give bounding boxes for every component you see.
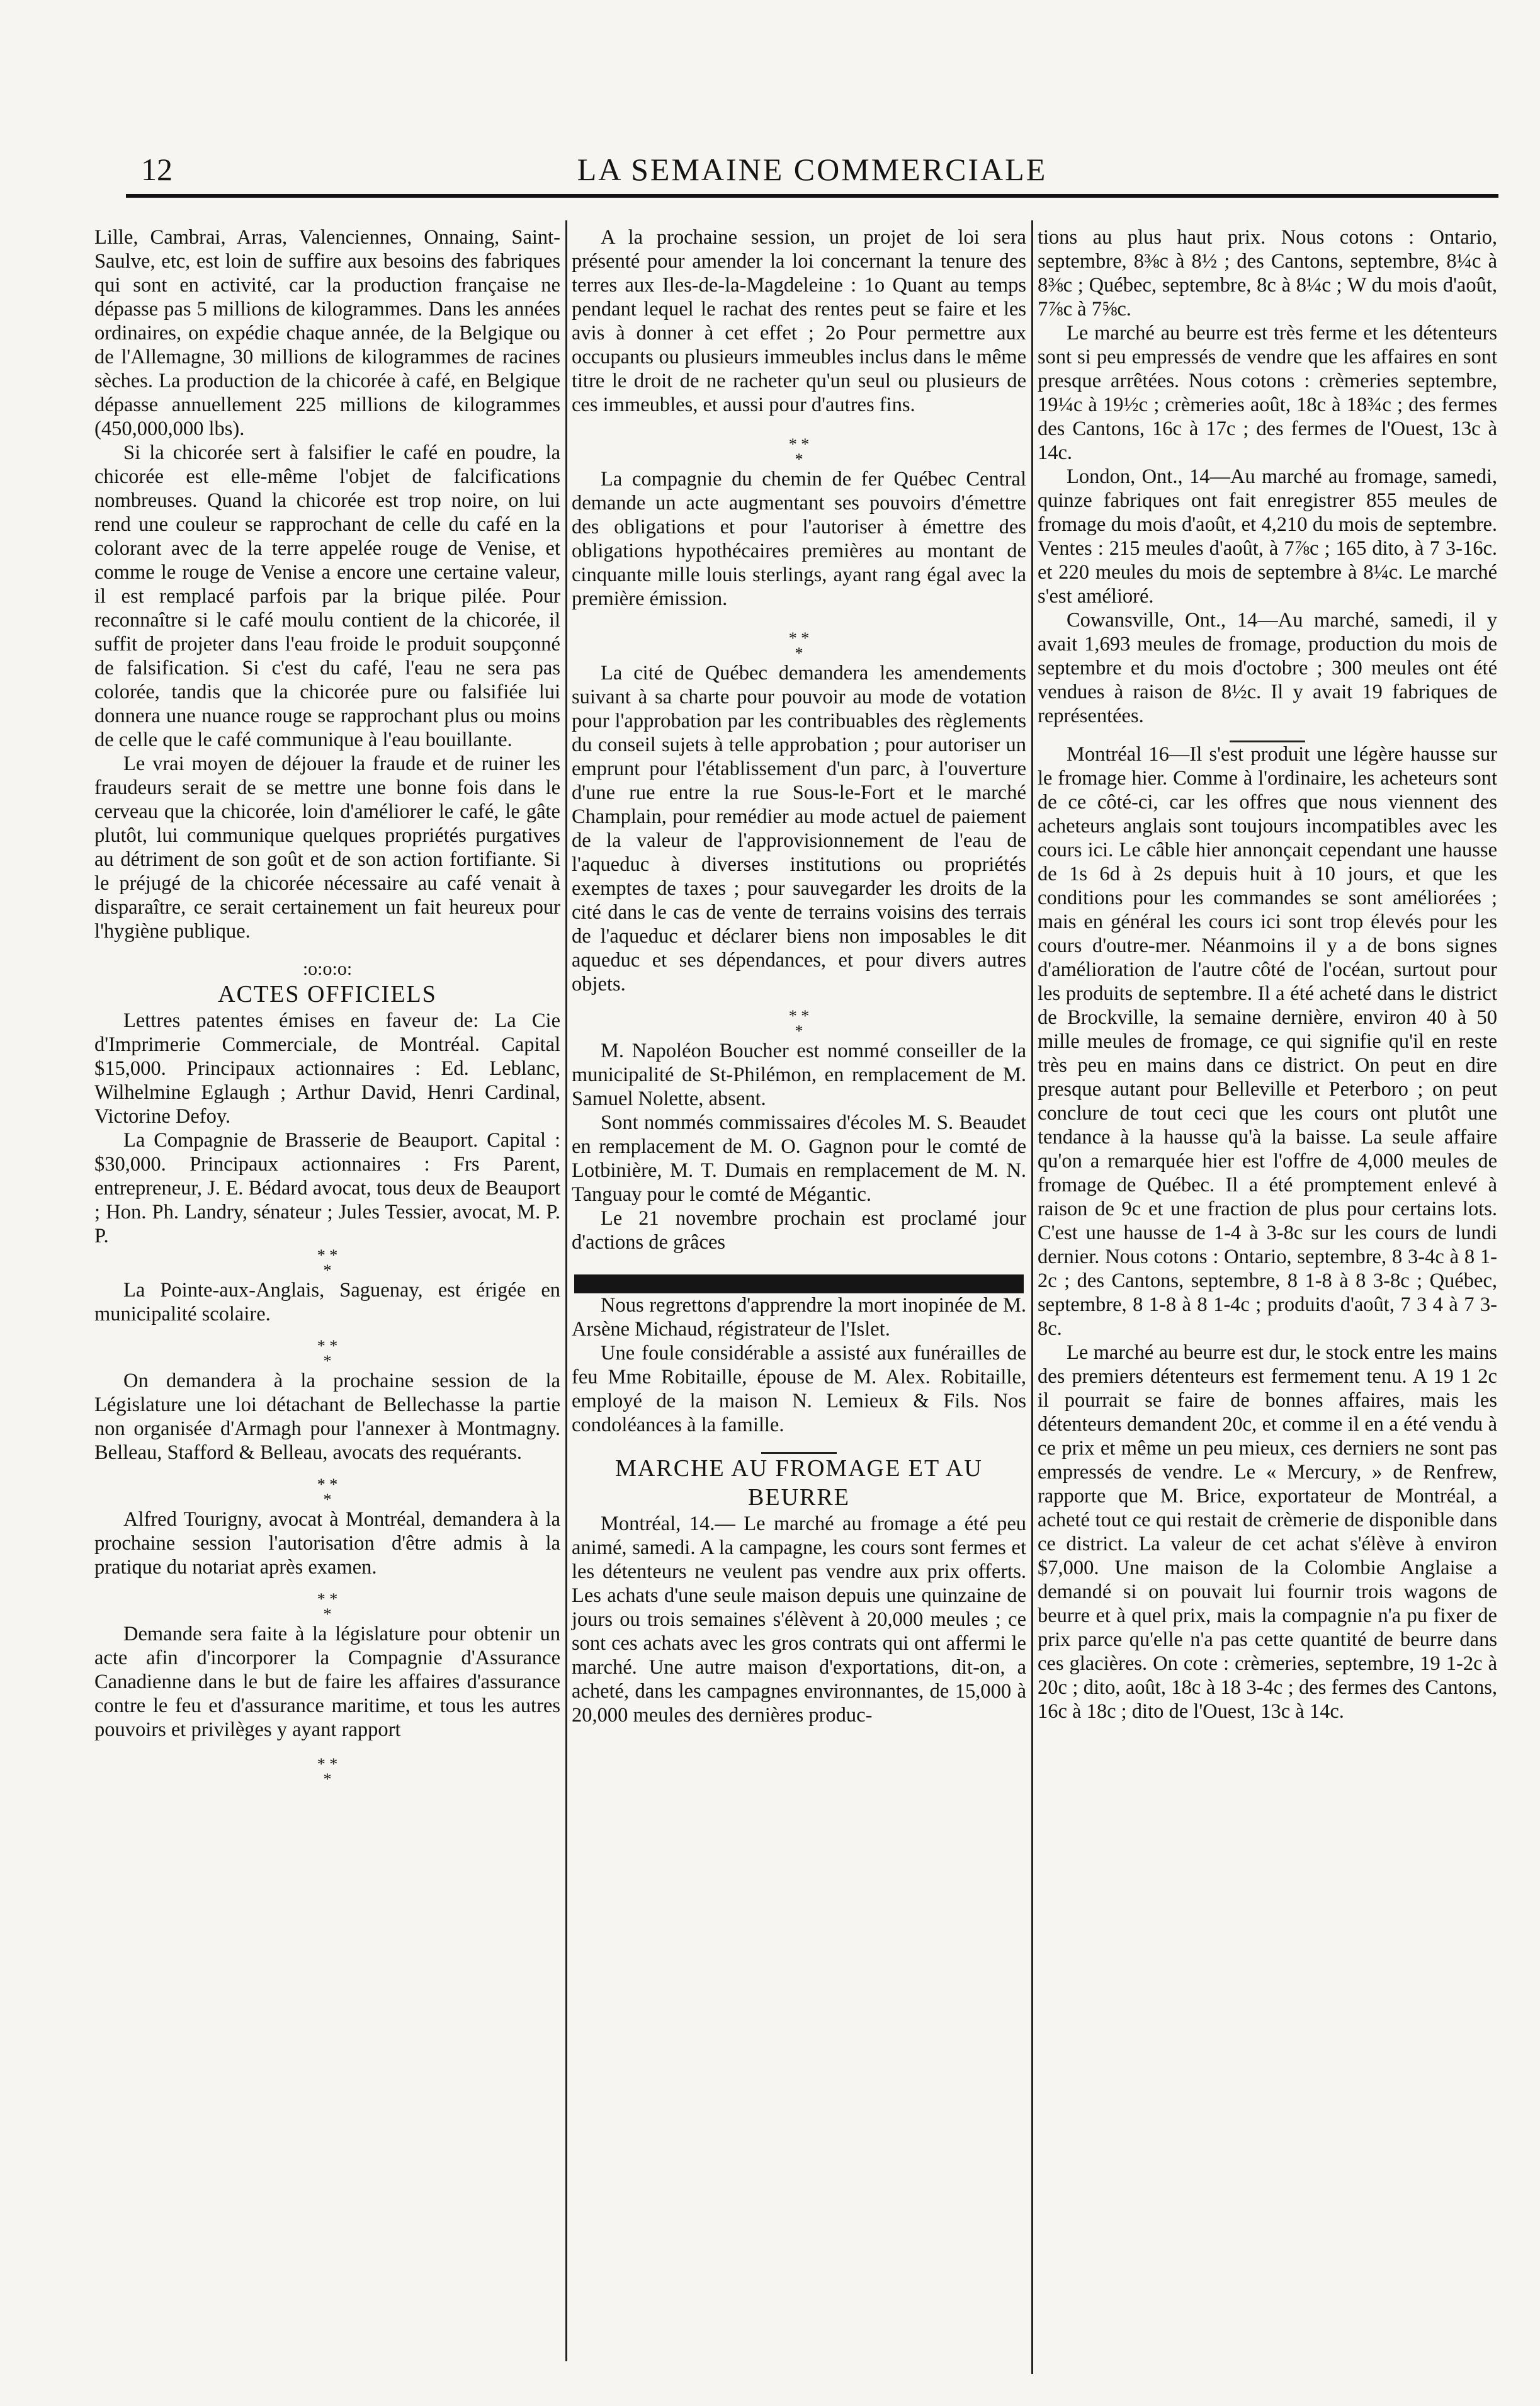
page-header	[132, 144, 1492, 188]
section-title-line: BEURRE	[748, 1484, 850, 1511]
market-report-paragraph: Le marché au beurre est dur, le stock entre les mains des premiers détenteurs est fermement tenu. A 19 1 2c il pourrait se faire de bonnes affaires, mais les détenteurs demandent 20c, et comme il en a été vendu à ce prix et même un peu mieux, ces derniers ne sont pas empressés de vendre. Le « Mercury, » de Renfrew, rapporte que M. Brice, exportateur de Montréal, a acheté tout ce qui restait de crèmerie de disponible dans ce district. La valeur de cet achat s'élève à environ $7,000. Une maison de la Colombie Anglaise a demandé si on pouvait lui fournir trois wagons de beurre et à quel prix, mais la compagnie n'a pu fixer de prix parce qu'elle n'a pas cette quantité de beurre dans ces glacières. On cote : crèmeries, septembre, 19 1-2c à 20c ; dito, août, 18c à 18 3-4c ; des fermes des Cantons, 16c à 18c ; dito de l'Ouest, 13c à 14c.	[1038, 1341, 1497, 1723]
section-separator: :o:o:o:	[302, 958, 353, 979]
notice-paragraph: La compagnie du chemin de fer Québec Central demande un acte augmentant ses pouvoirs d'émettre des obligations et pour l'autoriser à émettre des obligations hypothécaires premières au montant de cinquante mille louis sterlings, ayant rang égal avec la première émission.	[572, 468, 1026, 610]
notice-paragraph: La cité de Québec demandera les amendements suivant à sa charte pour pouvoir au mode de votation pour l'approbation par les contribuables des règlements du conseil sujets à telle approbation ; pour autoriser un emprunt pour l'établissement d'un parc, à l'ouverture d'une rue entre la rue Sous-le-Fort et le marché Champlain, pour remédier au mode actuel de paiement de la valeur de l'approvisionnement de l'eau de l'aqueduc à diverses institutions ou propriétés exemptes de taxes ; pour sauvegarder les droits de la cité dans le cas de vente de terrains voisins des terrais de l'aqueduc et déclarer biens non imposables le dit aqueduc et ses dépendances, et pour divers autres objets.	[572, 662, 1026, 996]
section-title-fromage	[572, 1454, 1026, 1512]
notice-paragraph: Demande sera faite à la législature pour obtenir un acte afin d'incorporer la Compagnie d'Assurance Canadienne dans le but de faire les affaires d'assurance contre le feu et d'assurance maritime, et tous les autres pouvoirs et privilèges y ayant rapport	[94, 1623, 560, 1741]
asterism-divider: * * *	[317, 1475, 338, 1509]
notice-paragraph: Alfred Tourigny, avocat à Montréal, demandera à la prochaine session l'autorisation d'être admis à la pratique du notariat après examen.	[94, 1508, 560, 1579]
page-number: 12	[141, 152, 173, 187]
asterism-divider: * * *	[317, 1246, 338, 1280]
notice-paragraph: Le 21 novembre prochain est proclamé jour d'actions de grâces	[572, 1207, 1026, 1254]
asterism-divider: * * *	[788, 435, 810, 468]
notice-paragraph: Nous regrettons d'apprendre la mort inopinée de M. Arsène Michaud, régistrateur de l'Islet.	[572, 1294, 1026, 1341]
notice-paragraph: On demandera à la prochaine session de la Législature une loi détachant de Bellechasse la partie non organisée d'Armagh pour l'annexer à Montmagny. Belleau, Stafford & Belleau, avocats des requérants.	[94, 1370, 560, 1464]
notice-paragraph: M. Napoléon Boucher est nommé conseiller de la municipalité de St-Philémon, en remplacement de M. Samuel Nolette, absent.	[572, 1040, 1026, 1110]
asterism-divider: * * *	[788, 629, 810, 662]
notice-paragraph: Lettres patentes émises en faveur de: La Cie d'Imprimerie Commerciale, de Montréal. Capital $15,000. Principaux actionnaires : Ed. Leblanc, Wilhelmine Eglaugh ; Arthur David, Henri Cardinal, Victorine Defoy.	[94, 1009, 560, 1128]
market-report-paragraph: tions au plus haut prix. Nous cotons : Ontario, septembre, 8⅜c à 8½ ; des Cantons, septembre, 8¼c à 8⅜c ; Québec, septembre, 8c à 8¼c ; W du mois d'août, 7⅞c à 7⅝c.	[1038, 226, 1497, 321]
column-rule-right	[1031, 220, 1033, 2374]
market-report-paragraph: Montréal 16—Il s'est produit une légère hausse sur le fromage hier. Comme à l'ordinaire, les acheteurs sont de ce côté-ci, car les offres que nous viennent des acheteurs anglais sont toujours incompatibles avec les cours ici. Le câble hier annonçait cependant une hausse de 1s 6d à 2s depuis huit à 10 jours, et que les conditions pour les commandes se sont améliorées ; mais en général les cours ici sont trop élevés pour les cours d'outre-mer. Néanmoins il y a de bons signes d'amélioration de l'autre côté de l'océan, surtout pour les produits de septembre. Il a été acheté dans le district de Brockville, la semaine dernière, environ 40 à 50 mille meules de fromage, ce qui signifie qu'il en reste très peu en mains dans ce district. On peut en dire presque autant pour Belleville et Peterboro ; on peut conclure de tout ceci que les cours ont plutôt une tendance à la hausse qu'à la baisse. La seule affaire qu'on a remarquée hier est l'offre de 4,000 meules de fromage de Québec. Il a été promptement enlevé à raison de 9c et une fraction de plus pour certains lots. C'est une hausse de 1-4 à 3-8c sur les cours de lundi dernier. Nous cotons : Ontario, septembre, 8 3-4c à 8 1-2c ; des Cantons, septembre, 8 1-8 à 8 3-8c ; Québec, septembre, 8 1-8 à 8 1-4c ; produits d'août, 7 3 4 à 7 3-8c.	[1038, 743, 1497, 1340]
column-left	[94, 225, 560, 1787]
asterism-divider: * * *	[317, 1590, 338, 1623]
column-right	[1038, 225, 1497, 1723]
article-paragraph: Le vrai moyen de déjouer la fraude et de ruiner les fraudeurs serait de se mettre une bonne fois dans le cerveau que la chicorée, loin d'améliorer le café, le gâte plutôt, lui communique quelques propriétés purgatives au détriment de son goût et de son action fortifiante. Si le préjugé de la chicorée nécessaire au café venait à disparaître, ce serait certainement un fait heureux pour l'hygiène publique.	[94, 752, 560, 943]
running-title: LA SEMAINE COMMERCIALE	[577, 152, 1048, 187]
notice-paragraph: La Pointe-aux-Anglais, Saguenay, est érigée en municipalité scolaire.	[94, 1279, 560, 1325]
asterism-divider: * * *	[317, 1755, 338, 1788]
article-paragraph: Si la chicorée sert à falsifier le café en poudre, la chicorée est elle-même l'objet de falcifications nombreuses. Quand la chicorée est trop noire, on lui rend une couleur se rapprochant de celle du café en la colorant avec de la terre appelée rouge de Venise, et comme le rouge de Venise a encore une certaine valeur, il est remplacé parfois par la brique pilée. Pour reconnaître si le café moulu contient de la chicorée, il suffit de projeter dans l'eau froide le produit soupçonné de falsification. Si c'est du café, l'eau ne sera pas colorée, tandis que la chicorée pure ou falsifiée lui donnera une nuance rouge se rapprochant plus ou moins de celle que le café communique à l'eau bouillante.	[94, 441, 560, 751]
notice-paragraph: A la prochaine session, un projet de loi sera présenté pour amender la loi concernant la tenure des terres aux Iles-de-la-Magdeleine : 1o Quant au temps pendant lequel le rachat des rentes peut se faire et les avis à donner à cet effet ; 2o Pour permettre aux occupants ou plusieurs immeubles inclus dans le même titre le droit de ne racheter qu'un seul ou plusieurs de ces immeubles, et aussi pour d'autres fins.	[572, 226, 1026, 416]
notice-paragraph: La Compagnie de Brasserie de Beauport. Capital : $30,000. Principaux actionnaires : Frs Parent, entrepreneur, J. E. Bédard avocat, tous deux de Beauport ; Hon. Ph. Landry, sénateur ; Jules Tessier, avocat, M. P. P.	[94, 1129, 560, 1247]
market-report-paragraph: Cowansville, Ont., 14—Au marché, samedi, il y avait 1,693 meules de fromage, production du mois de septembre et du mois d'octobre ; 300 meules ont été vendues à raison de 8½c. Il y avait 19 fabriques de représentées.	[1038, 609, 1497, 727]
asterism-divider: * * *	[317, 1337, 338, 1370]
market-report-paragraph: London, Ont., 14—Au marché au fromage, samedi, quinze fabriques ont fait enregistrer 855 meules de fromage du mois d'août, et 4,210 du mois de septembre. Ventes : 215 meules d'août, à 7⅞c ; 165 dito, à 7 3-16c. et 220 meules du mois de septembre à 8¼c. Le marché s'est amélioré.	[1038, 465, 1497, 608]
notice-paragraph: Sont nommés commissaires d'écoles M. S. Beaudet en remplacement de M. O. Gagnon pour le comté de Lotbinière, M. T. Dumais en remplacement de M. N. Tanguay pour le comté de Mégantic.	[572, 1111, 1026, 1206]
asterism-divider: * * *	[788, 1007, 810, 1040]
column-middle	[572, 225, 1026, 1727]
section-title-line: MARCHE AU FROMAGE ET AU	[615, 1455, 983, 1482]
section-title-actes-officiels: ACTES OFFICIELS	[218, 981, 437, 1007]
column-rule-left	[565, 220, 567, 2361]
black-divider-bar	[574, 1274, 1024, 1293]
article-paragraph: Lille, Cambrai, Arras, Valenciennes, Onnaing, Saint-Saulve, etc, est loin de suffire aux besoins des fabriques qui sont en activité, car la production française ne dépasse pas 5 millions de kilogrammes. Dans les années ordinaires, on expédie chaque année, de la Belgique ou de l'Allemagne, 30 millions de kilogrammes de racines sèches. La production de la chicorée à café, en Belgique dépasse annuellement 225 millions de kilogrammes (450,000,000 lbs).	[94, 226, 560, 440]
market-report-paragraph: Le marché au beurre est très ferme et les détenteurs sont si peu empressés de vendre que les affaires en sont presque arrêtées. Nous cotons : crèmeries septembre, 19¼c à 19½c ; crèmeries août, 18c à 18¾c ; des fermes des Cantons, 16c à 17c ; des fermes de l'Ouest, 13c à 14c.	[1038, 322, 1497, 464]
market-report-paragraph: Montréal, 14.— Le marché au fromage a été peu animé, samedi. A la campagne, les cours sont fermes et les détenteurs ne veulent pas vendre aux prix offerts. Les achats d'une seule maison depuis une quinzaine de jours ou trois semaines s'élèvent à 20,000 meules ; ce sont ces achats avec les gros contrats qui ont affermi le marché. Une autre maison d'exportations, dit-on, a acheté, dans les campagnes environnantes, de 15,000 à 20,000 meules des dernières produc-	[572, 1512, 1026, 1727]
header-rule	[126, 194, 1498, 198]
notice-paragraph: Une foule considérable a assisté aux funérailles de feu Mme Robitaille, épouse de M. Alex. Robitaille, employé de la maison N. Lemieux & Fils. Nos condoléances à la famille.	[572, 1342, 1026, 1436]
